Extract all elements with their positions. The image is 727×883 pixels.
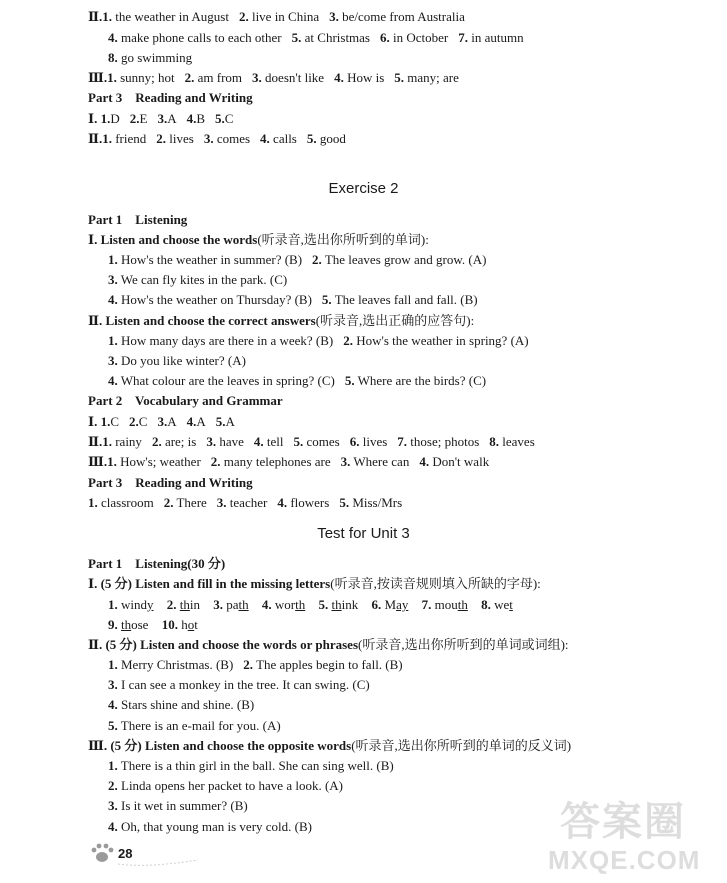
test3-I-heading: Ⅰ. (5 分) Listen and fill in the missing letters(听录音,按读音规则填入所缺的字母): <box>88 576 541 591</box>
ex1-part3-II: Ⅱ.1. friend 2. lives 3. comes 4. calls 5. good <box>88 131 346 146</box>
exercise-2-title: Exercise 2 <box>328 180 399 197</box>
ex1-section-II-row3: 8. go swimming <box>108 50 193 65</box>
page-number: 28 <box>118 846 133 861</box>
test3-III-row2: 2. Linda opens her packet to have a look. (A) <box>108 778 344 793</box>
ex2-II-row1: 1. How many days are there in a week? (B) 2. How's the weather in spring? (A) <box>108 333 529 348</box>
ex2-part2-III: Ⅲ.1. How's; weather 2. many telephones are 3. Where can 4. Don't walk <box>88 454 490 469</box>
test3-II-row2: 3. I can see a monkey in the tree. It can swing. (C) <box>108 677 370 692</box>
test-unit-3-title: Test for Unit 3 <box>317 525 410 542</box>
test3-II-row3: 4. Stars shine and shine. (B) <box>108 697 255 712</box>
ex2-II-row2: 3. Do you like winter? (A) <box>108 353 246 368</box>
ex2-I-row2: 3. We can fly kites in the park. (C) <box>108 272 288 287</box>
test3-II-row1: 1. Merry Christmas. (B) 2. The apples begin to fall. (B) <box>108 657 403 672</box>
ex1-section-II: Ⅱ.1. the weather in August 2. live in China 3. be/come from Australia <box>88 9 465 24</box>
ex2-part1-heading: Part 1 Listening <box>88 212 188 227</box>
ex1-section-II-row2: 4. make phone calls to each other 5. at Christmas 6. in October 7. in autumn <box>108 30 524 45</box>
watermark-url-text: MXQE.COM <box>548 845 701 875</box>
test3-I-row1: 1. windy 2. thin 3. path 4. worth 5. think 6. May 7. mouth 8. wet <box>108 597 513 612</box>
paw-icon <box>88 838 198 868</box>
watermark-logo-text: 答案圈 <box>560 800 686 844</box>
test3-I-row2: 9. those 10. hot <box>108 617 198 632</box>
ex2-part3-heading: Part 3 Reading and Writing <box>88 475 253 490</box>
test3-III-heading: Ⅲ. (5 分) Listen and choose the opposite words(听录音,选出你所听到的单词的反义词) <box>88 738 572 753</box>
ex1-part3-I: Ⅰ. 1.D 2.E 3.A 4.B 5.C <box>88 111 234 126</box>
ex1-part3-heading: Part 3 Reading and Writing <box>88 90 253 105</box>
ex2-part2-heading: Part 2 Vocabulary and Grammar <box>88 393 283 408</box>
ex2-part2-II: Ⅱ.1. rainy 2. are; is 3. have 4. tell 5. comes 6. lives 7. those; photos 8. leaves <box>88 434 535 449</box>
test3-III-row1: 1. There is a thin girl in the ball. She can sing well. (B) <box>108 758 394 773</box>
ex2-part3-answers: 1. classroom 2. There 3. teacher 4. flowers 5. Miss/Mrs <box>88 495 403 510</box>
ex2-part2-I: Ⅰ. 1.C 2.C 3.A 4.A 5.A <box>88 414 235 429</box>
ex1-section-III: Ⅲ.1. sunny; hot 2. am from 3. doesn't like 4. How is 5. many; are <box>88 70 459 85</box>
test3-III-row4: 4. Oh, that young man is very cold. (B) <box>108 819 312 834</box>
ex2-I-row1: 1. How's the weather in summer? (B) 2. The leaves grow and grow. (A) <box>108 252 487 267</box>
ex2-I-row3: 4. How's the weather on Thursday? (B) 5. The leaves fall and fall. (B) <box>108 292 478 307</box>
ex2-II-heading: Ⅱ. Listen and choose the correct answers(听录音,选出正确的应答句): <box>88 313 475 328</box>
ex2-I-heading: Ⅰ. Listen and choose the words(听录音,选出你所听到的单词): <box>88 232 429 247</box>
test3-II-row4: 5. There is an e-mail for you. (A) <box>108 718 281 733</box>
test3-II-heading: Ⅱ. (5 分) Listen and choose the words or phrases(听录音,选出你所听到的单词或词组): <box>88 637 569 652</box>
test3-part1-heading: Part 1 Listening(30 分) <box>88 556 226 571</box>
ex2-II-row3: 4. What colour are the leaves in spring? (C) 5. Where are the birds? (C) <box>108 373 487 388</box>
test3-III-row3: 3. Is it wet in summer? (B) <box>108 798 248 813</box>
